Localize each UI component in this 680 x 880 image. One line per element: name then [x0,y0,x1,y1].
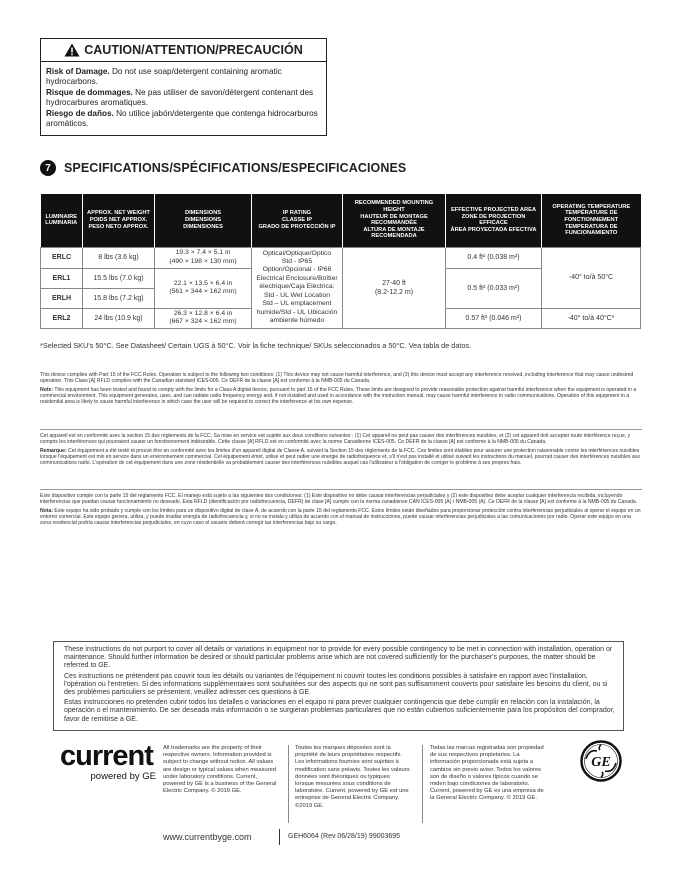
disclaimer-fr: Ces instructions ne prétendent pas couvrir tous les détails ou variantes de l'équipement ni couvrir toutes les conditions possibles à satisfaire en rapport avec l'installation, l'opération ou l'entretien. Si des informations supplémentaires sont souhaitées sur des aspects qui ne sont pas suffisamment couverts pour satisfaire les besoins du client, ou si des problèmes particuliers se présentent, veuillez adresser ces questions à GE. [64,672,608,697]
weight-cell: 15.5 lbs (7.0 kg) [83,268,155,288]
caution-box [40,38,327,136]
caution-title: CAUTION/ATTENTION/PRECAUCIÓN [84,43,303,57]
current-logo [60,741,160,782]
col-header-weight: APPROX. NET WEIGHT POIDS NET APPROX. PESO NETO APPROX. [83,194,155,247]
fcc-statement-en: This device complies with Part 15 of the FCC Rules. Operation is subject to the following two conditions: (1) This device may not cause harmful interference, and (2) this device must accept any interference received, including interference that may cause undesired operation. This Class [A] RFLD complies with the Canadian standard ICES-005. Ce DEFR de la classe [A] est conforme à la NMB-005 du Canada. Note: This equipment has been tested and found to comply with the limits for a Class A digital device, pursuant to part 15 of the FCC Rules. These limits are designed to provide reasonable protection against harmful interference when the equipment is operated in a commercial environment. This equipment generates, uses, and can radiate radio frequency energy and, if not installed and used in accordance with the instruction manual, may cause harmful interference to radio communications. Operation of this equipment in a residential area is likely to cause harmful interference in which case the user will be required to correct the interference at his own expense. [40,372,637,406]
weight-cell: 15.8 lbs (7.2 kg) [83,288,155,308]
disclaimer-es: Estas instrucciones no pretenden cubrir todos los detalles o variaciones en el equipo ni para prever cualquier contingencia que debe cumplir en relación con la instalación, la operación o el mantenimiento. De ser deseada más información o se surgieran problemas particulares que no están cubiertos suficientemente para los propósitos del comprador, favor de remitirse a GE. [64,699,615,723]
col-header-dimensions: DIMENSIONS DIMENSIONS DIMENSIONES [155,194,252,247]
luminaire-cell: ERLC [41,247,83,268]
dimensions-cell: 26.3 × 12.8 × 6.4 in (667 × 324 × 162 mm) [155,308,252,328]
col-header-operating-temp: OPERATING TEMPERATURE TEMPÉRATURE DE FONCTIONNEMENT TEMPERATURA DE FUNCIONAMIENTO [542,194,641,247]
warning-icon [64,43,80,57]
table-footnote: *Selected SKU's 50°C. See Datasheet/ Certain UGS à 50°C. Voir la fiche technique/ SKUs seleccionados a 50°C. Vea tabla de datos. [40,341,472,350]
ge-monogram-logo [580,740,622,782]
legal-text-en: All trademarks are the property of their respective owners. Information provided is subject to change without notice. All values are design or typical values when measured under laboratory conditions. Current, powered by GE is a business of the General Electric Company. © 2019 GE. [163,745,277,795]
weight-cell: 8 lbs (3.6 kg) [83,247,155,268]
divider [288,745,289,823]
operating-temp-cell: -40° to/à 40°C* [542,308,641,328]
disclaimer-en: These instructions do not purport to cover all details or variations in equipment nor to provide for every possible contingency to be met in connection with installation, operation or maintenance. Should further information be desired or should particular problems arise which are not covered sufficiently for the purchaser's purposes, the matter should be referred to GE. [64,646,613,670]
caution-item: Risk of Damage. Do not use soap/detergent containing aromatic hydrocarbons. [46,67,282,87]
luminaire-cell: ERL2 [41,308,83,328]
table-row [41,247,641,268]
col-header-mounting-height: RECOMMENDED MOUNTING HEIGHT HAUTEUR DE MONTAGE RECOMMANDÉE ALTURA DE MONTAJE RECOMENDADA [343,194,446,247]
specifications-title: SPECIFICATIONS/SPÉCIFICATIONS/ESPECIFICACIONES [64,161,407,175]
caution-item: Riesgo de daños. No utilice jabón/detergente que contenga hidrocarburos aromáticos. [46,108,318,129]
table-header-row [41,194,641,247]
website-link[interactable]: www.currentbyge.com [163,832,252,842]
document-number: GEH6064 (Rev 06/28/19) 99003695 [288,833,401,840]
col-header-ip-rating: IP RATING CLASSE IP GRADO DE PROTECCIÓN IP [252,194,343,247]
col-header-epa: EFFECTIVE PROJECTED AREA ZONE DE PROJECTION EFFICACE ÁREA PROYECTADA EFECTIVA [446,194,542,247]
ip-rating-cell: Optical/Optique/Optico Std - IP65 Option/Opcional - IP66 Electrical Enclosure/Boîtier électrique/Caja Eléctrica: Std - UL Wet Location Std – UL emplacement humide/Std - UL Ubicación ambiente húmedo [252,247,343,328]
dimensions-cell: 22.1 × 13.5 × 6.4 in (561 × 344 × 162 mm) [155,268,252,308]
logo-wordmark: current [60,740,153,772]
svg-text:GE: GE [591,755,611,770]
specifications-table [40,194,641,329]
operating-temp-cell: -40° to/à 50°C [542,247,641,308]
epa-cell: 0.4 ft² (0.038 m²) [446,247,542,268]
divider [40,489,642,490]
epa-cell: 0.5 ft² (0.033 m²) [446,268,542,308]
dimensions-cell: 19.3 × 7.4 × 5.1 in (490 × 198 × 130 mm) [155,247,252,268]
specifications-heading [40,160,406,176]
legal-text-fr: Toutes les marques déposées sont la propriété de leurs propriétaires respectifs. Les informations fournies sont sujettes à modification sans préavis. Toutes les valeurs données sont théoriques ou typiques lorsque mesurées sous conditions de laboratoire. Current, powered by GE est une entreprise de General Electric Company. ©2019 GE. [295,745,410,809]
epa-cell: 0.57 ft² (0.046 m²) [446,308,542,328]
fcc-statement-es: Este dispositivo cumple con la parte 15 del reglamento FCC. El manejo está sujeto a las siguientes dos condiciones: (1) Este dispositivo no debe causar interferencias perjudiciales y (2) este dispositivo debe aceptar cualquier interferencia recibida, incluyendo interferencias que puedan causar funcionamiento no deseado. Esta RFLD (identificación por radiofrecuencia, DEFR) de clase [A] cumple con la norma canadiense CAN ICES-005 (A) / NMB-005 (A). Ce DEFR de la classe [A] est conforme à la NMB-005 du Canada. Nota: Este equipo ha sido probado y cumple con los límites para un dispositivo digital de clase A, de acuerdo con la parte 15 del reglamento FCC. Estos límites están diseñados para proporcionar protección contra interferencias perjudiciales al operar el equipo en un entorno comercial. Este equipo genera, utiliza, y puede irradiar energía de radiofrecuencia y, si no se instala y utiliza de acuerdo con el manual de instrucciones, puede causar interferencias perjudiciales a las comunicaciones por radio. Operar este equipo en una zona residencial podría causar interferencias perjudiciales, en cuyo caso el usuario deberá corregir las interferencias bajo su cargo. [40,493,641,527]
caution-header [41,39,326,62]
legal-text-es: Todas las marcas registradas son propiedad de sus respectivos propietarios. La información proporcionada está sujeta a cambios sin previo aviso. Todos los valores son de diseño o valores típicos cuando se miden bajo condiciones de laboratorio. Current, powered by GE es una empresa de la General Electric Company. © 2019 GE. [430,745,544,802]
divider [422,745,423,823]
mounting-height-cell: 27-40 ft (8.2-12.2 m) [343,247,446,328]
fcc-statement-fr: Cet appareil est en conformité avec la section 15 des règlements de la FCC. Sa mise en service est sujette aux deux conditions suivantes : (1) Cet appareil ne peut pas causer des interférences nuisibles, et (2) cet appareil doit accepter toute interférence reçue, y compris les interférences qui pourraient causer un fonctionnement indésirable. Cette classe [A] RFLD est en conformité avec la norme Canadienne ICES-005. Ce DEFR de la classe [A] est conforme à la NMB-005 du Canada. Remarque: Cet équipement a été testé et prouvé être en conformité avec les limites d'un appareil digital de Classe A, suivant la Section 15 des règlements de la FCC. Ces limites sont établies pour assurer une protection raisonnable contre les interférences nuisibles lorsque l'équipement est mis en service dans un environnement commercial. Cet équipement émet, utilise et peut radier une énergie de radiofréquence et, s'il n'est pas installé et utilisé suivant les instructions du manuel, pourrait causer des interférences nuisibles aux communications radio. L'opération de cet équipement dans une zone résidentielle va probablement causer des interférences nuisibles auquel cas l'utilisateur a l'obligation de corriger le problème à ses propres frais. [40,433,641,467]
luminaire-cell: ERLH [41,288,83,308]
caution-body [41,62,326,135]
divider [40,429,642,430]
logo-tagline: powered by GE [90,771,156,782]
step-number-badge: 7 [40,160,56,176]
col-header-luminaire: LUMINAIRE LUMINARIA [41,194,83,247]
instructions-disclaimer-box [53,641,624,731]
weight-cell: 24 lbs (10.9 kg) [83,308,155,328]
caution-item: Risque de dommages. Ne pas utiliser de savon/détergent contenant des hydrocarbures aromatiques. [46,87,314,108]
divider [279,829,280,845]
luminaire-cell: ERL1 [41,268,83,288]
